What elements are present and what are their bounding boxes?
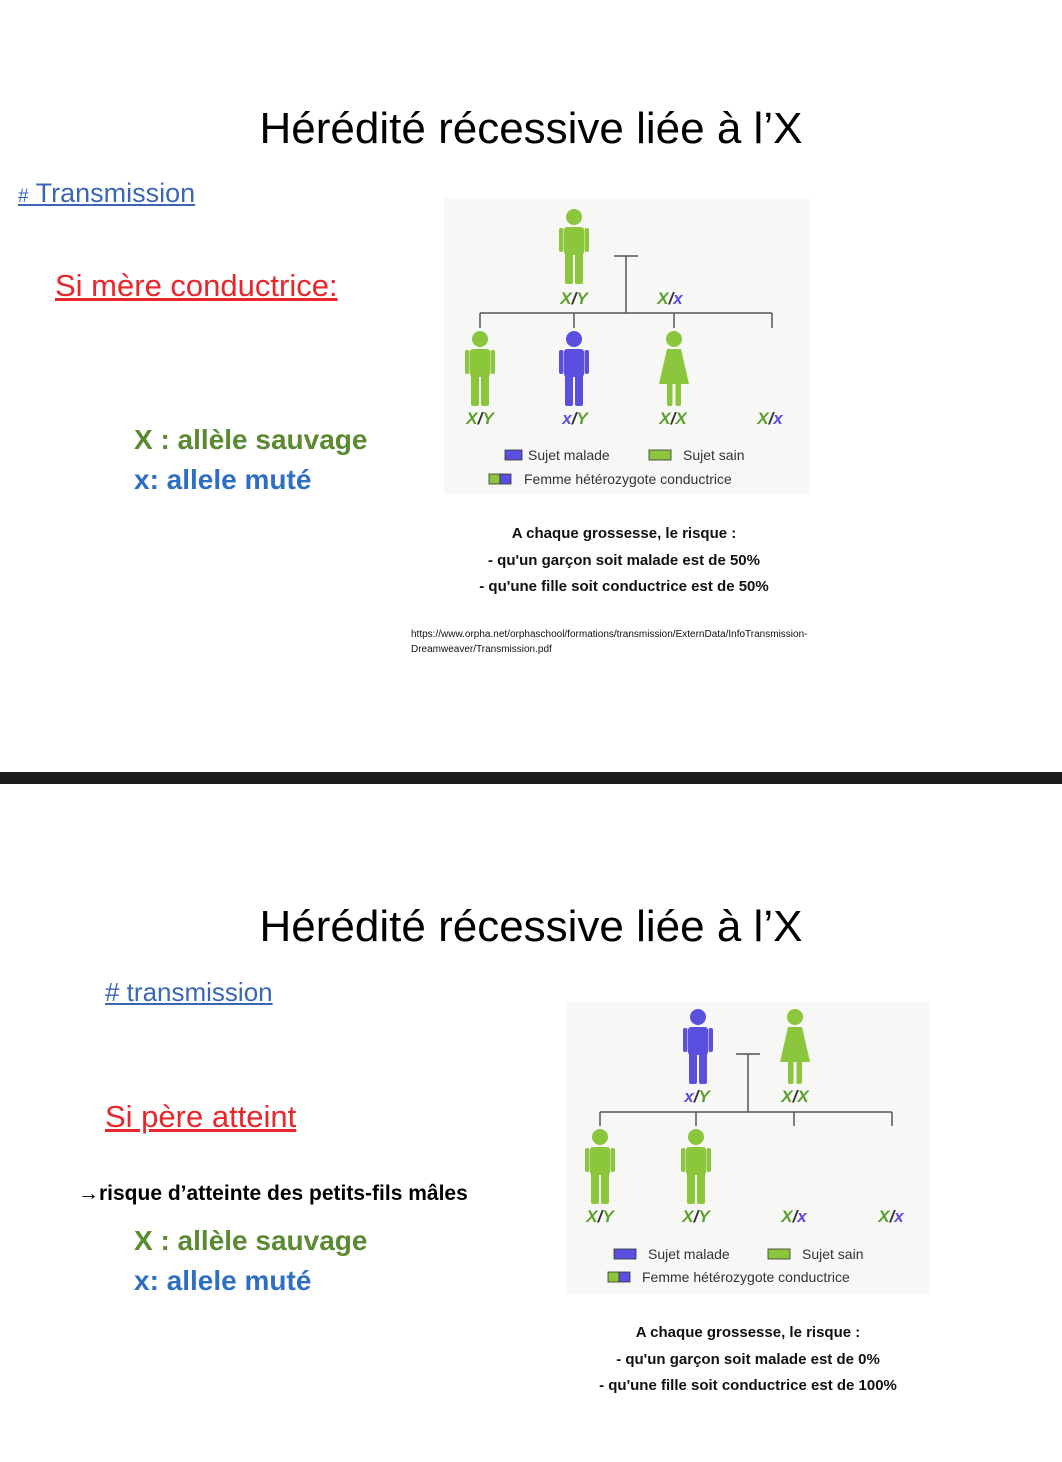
- arrow-risk-text: →risque d’atteinte des petits-fils mâles: [78, 1182, 468, 1205]
- pedigree-diagram: [566, 1002, 930, 1294]
- risk-line-2: - qu'un garçon soit malade est de 0%: [616, 1350, 880, 1368]
- child-3-genotype: X/X: [659, 409, 687, 428]
- mother-genotype: X/x: [657, 289, 683, 308]
- allele-mute-label: x: allele muté: [134, 464, 312, 495]
- slide-title: Hérédité récessive liée à l’X: [259, 104, 803, 153]
- allele-sauvage-label: X : allèle sauvage: [134, 424, 368, 455]
- legend-femme-label: Femme hétérozygote conductrice: [642, 1269, 850, 1285]
- legend-malade-swatch: [505, 450, 522, 460]
- pedigree-diagram: [444, 198, 810, 494]
- risk-line-1: A chaque grossesse, le risque :: [635, 1324, 861, 1341]
- transmission-link[interactable]: # transmission: [105, 977, 273, 1007]
- source-line-2: Dreamweaver/Transmission.pdf: [411, 644, 552, 655]
- link-text: Transmission: [35, 178, 196, 208]
- source-url[interactable]: [411, 627, 807, 657]
- slide-title: Hérédité récessive liée à l’X: [259, 902, 803, 951]
- slide-divider: [0, 772, 1062, 784]
- legend-sain-swatch: [768, 1249, 790, 1259]
- legend-malade-swatch: [614, 1249, 636, 1259]
- child-1-genotype: X/Y: [586, 1207, 614, 1226]
- legend-malade-label: Sujet malade: [528, 447, 610, 463]
- heading-mere-conductrice: Si mère conductrice:: [55, 268, 338, 303]
- risk-line-3: - qu'une fille soit conductrice est de 50%: [479, 578, 769, 595]
- child-2-genotype: x/Y: [562, 409, 588, 428]
- child-3-genotype: X/x: [781, 1207, 807, 1226]
- mother-genotype: X/X: [781, 1087, 809, 1106]
- slide-2: [0, 784, 1062, 1462]
- child-1-genotype: X/Y: [466, 409, 494, 428]
- legend-sain-swatch: [649, 450, 671, 460]
- legend-femme-swatch-right: [500, 474, 511, 484]
- link-hash: #: [18, 186, 29, 207]
- legend-femme-swatch-left: [489, 474, 500, 484]
- risk-line-3: - qu'une fille soit conductrice est de 100%: [599, 1377, 897, 1394]
- legend-femme-swatch-right: [619, 1272, 630, 1282]
- legend-sain-label: Sujet sain: [683, 447, 745, 463]
- risk-line-1: A chaque grossesse, le risque :: [511, 525, 737, 542]
- child-2-genotype: X/Y: [682, 1207, 710, 1226]
- allele-mute-label: x: allele muté: [134, 1265, 312, 1296]
- legend-femme-label: Femme hétérozygote conductrice: [524, 471, 732, 487]
- child-4-genotype: X/x: [878, 1207, 904, 1226]
- allele-sauvage-label: X : allèle sauvage: [134, 1225, 368, 1256]
- risk-line-2: - qu'un garçon soit malade est de 50%: [488, 551, 760, 569]
- father-genotype: X/Y: [560, 289, 588, 308]
- child-4-genotype: X/x: [757, 409, 783, 428]
- risk-text: [464, 521, 784, 601]
- legend-femme-swatch-left: [608, 1272, 619, 1282]
- heading-pere-atteint: Si père atteint: [105, 1099, 297, 1134]
- legend-malade-label: Sujet malade: [648, 1246, 730, 1262]
- source-line-1: https://www.orpha.net/orphaschool/formations/transmission/ExternData/InfoTransmission-: [411, 629, 808, 640]
- legend-sain-label: Sujet sain: [802, 1246, 864, 1262]
- father-genotype: x/Y: [684, 1087, 710, 1106]
- risk-text: [578, 1320, 918, 1400]
- transmission-link[interactable]: [18, 178, 195, 209]
